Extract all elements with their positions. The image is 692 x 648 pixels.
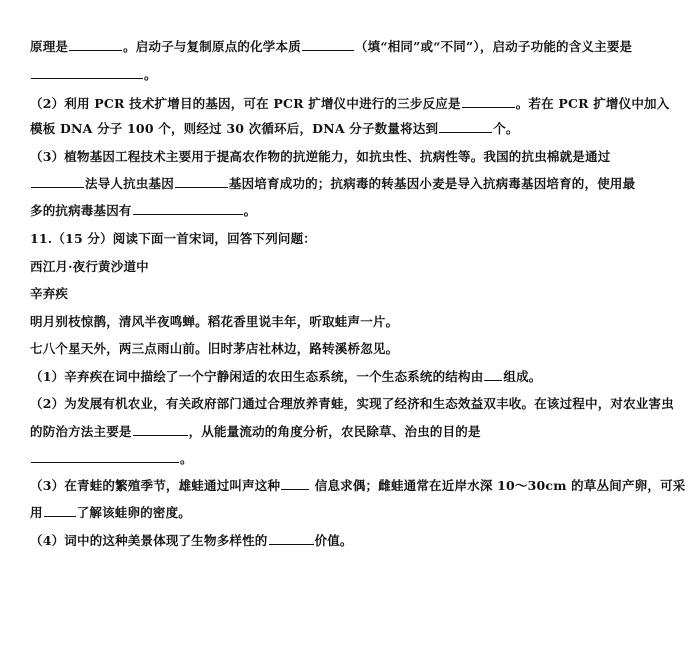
text-segment: 组成。 xyxy=(503,369,542,384)
text-line xyxy=(30,450,193,468)
text-segment: 七八个星天外，两三点雨山前。旧时茅店社林边，路转溪桥忽见。 xyxy=(30,341,399,356)
text-segment: 。 xyxy=(144,67,157,82)
text-line xyxy=(30,66,157,84)
text-segment: （1）辛弃疾在词中描绘了一个宁静闲适的农田生态系统，一个生态系统的结构由 xyxy=(30,369,484,384)
answer-blank[interactable] xyxy=(281,477,309,490)
text-segment: ，从能量流动的角度分析，农民除草、治虫的目的是 xyxy=(188,424,481,439)
text-line xyxy=(30,230,316,248)
text-line xyxy=(30,504,191,522)
answer-blank[interactable] xyxy=(484,368,502,381)
text-line xyxy=(30,285,68,303)
text-line xyxy=(30,340,398,358)
text-line xyxy=(30,175,635,193)
text-segment: 11.（15 分）阅读下面一首宋词，回答下列问题： xyxy=(30,231,316,246)
text-segment: 明月别枝惊鹊，清风半夜鸣蝉。稻花香里说丰年，听取蛙声一片。 xyxy=(30,314,399,329)
text-line xyxy=(30,95,669,113)
text-segment: 个。 xyxy=(493,121,519,136)
text-segment: （填“相同”或“不同”），启动子功能的含义主要是 xyxy=(354,39,633,54)
text-segment: （3）在青蛙的繁殖季节，雄蛙通过叫声这种 xyxy=(30,478,281,493)
text-segment: 了解该蛙卵的密度。 xyxy=(76,505,192,520)
text-line xyxy=(30,38,632,56)
text-segment: 多的抗病毒基因有 xyxy=(30,203,132,218)
text-segment: 模板 DNA 分子 100 个，则经过 30 次循环后，DNA 分子数量将达到 xyxy=(30,121,439,136)
text-segment: （2）为发展有机农业，有关政府部门通过合理放养青蛙，实现了经济和生态效益双丰收。在该过程中，对农业害虫 xyxy=(30,396,674,411)
text-line xyxy=(30,395,674,413)
text-segment: 的防治方法主要是 xyxy=(30,424,132,439)
text-line xyxy=(30,368,542,386)
answer-blank[interactable] xyxy=(175,175,228,188)
text-line xyxy=(30,423,481,441)
answer-blank[interactable] xyxy=(31,66,143,79)
text-line xyxy=(30,120,519,138)
text-line xyxy=(30,313,398,331)
text-line xyxy=(30,532,353,550)
text-segment: （2）利用 PCR 技术扩增目的基因，可在 PCR 扩增仪中进行的三步反应是 xyxy=(30,96,461,111)
text-line xyxy=(30,477,686,495)
answer-blank[interactable] xyxy=(69,38,122,51)
answer-blank[interactable] xyxy=(31,450,179,463)
text-segment: （4）词中的这种美景体现了生物多样性的 xyxy=(30,533,268,548)
text-segment: 。若在 PCR 扩增仪中加入 xyxy=(515,96,670,111)
text-line xyxy=(30,202,256,220)
answer-blank[interactable] xyxy=(133,202,243,215)
answer-blank[interactable] xyxy=(31,175,84,188)
text-segment: 基因培育成功的；抗病毒的转基因小麦是导入抗病毒基因培育的，使用最 xyxy=(228,176,636,191)
text-segment: 。 xyxy=(180,451,193,466)
text-segment: 。启动子与复制原点的化学本质 xyxy=(123,39,301,54)
answer-blank[interactable] xyxy=(439,120,492,133)
text-segment: 西江月·夜行黄沙道中 xyxy=(30,259,149,274)
text-segment: 信息求偶；雌蛙通常在近岸水深 10～30cm 的草丛间产卵，可采 xyxy=(310,478,686,493)
text-segment: 。 xyxy=(243,203,257,218)
text-segment: 价值。 xyxy=(314,533,353,548)
answer-blank[interactable] xyxy=(462,95,515,108)
answer-blank[interactable] xyxy=(302,38,354,51)
answer-blank[interactable] xyxy=(269,532,314,545)
text-line xyxy=(30,148,610,166)
text-segment: 辛弃疾 xyxy=(30,286,69,301)
answer-blank[interactable] xyxy=(133,423,188,436)
text-line xyxy=(30,258,149,276)
text-segment: 用 xyxy=(30,505,43,520)
text-segment: 原理是 xyxy=(30,39,69,54)
text-segment: （3）植物基因工程技术主要用于提高农作物的抗逆能力，如抗虫性、抗病性等。我国的抗虫棉就是通过 xyxy=(30,149,611,164)
text-segment: 法导人抗虫基因 xyxy=(85,176,174,191)
answer-blank[interactable] xyxy=(44,504,76,517)
